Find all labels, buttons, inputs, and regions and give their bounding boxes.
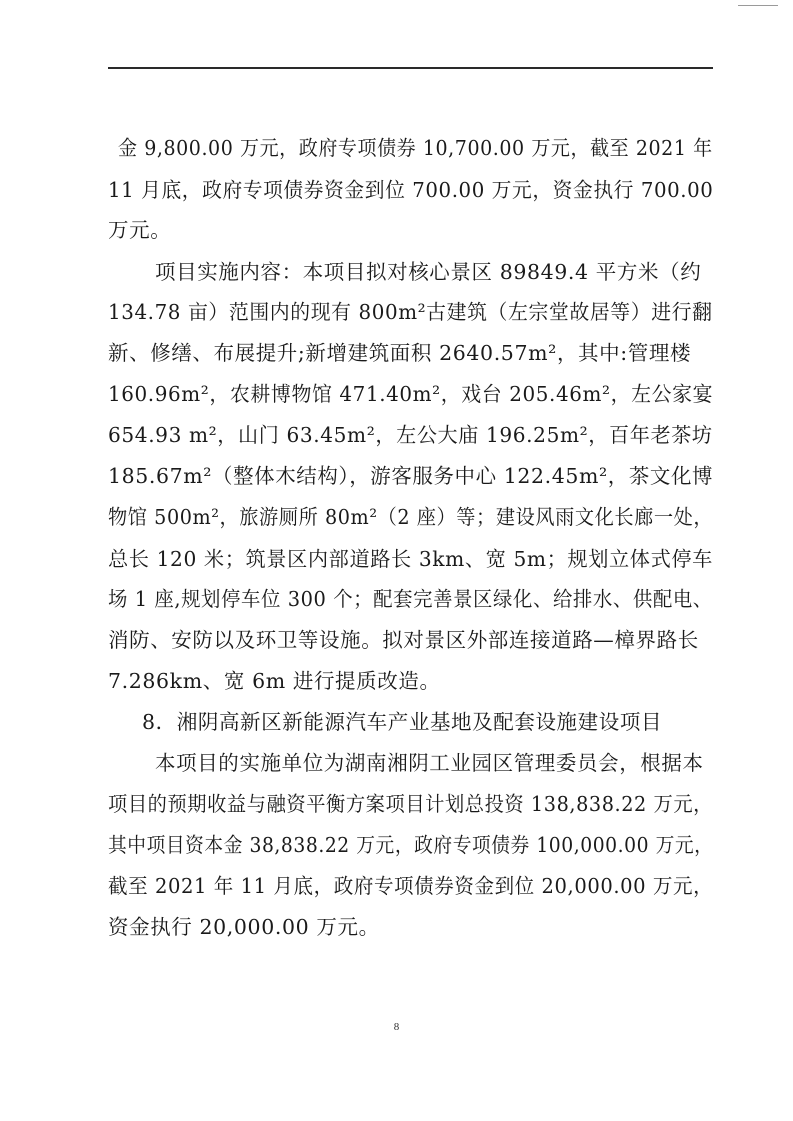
text-line: 场 1 座,规划停车位 300 个；配套完善景区绿化、给排水、供配电、 [108,587,713,611]
section-heading: 8．湘阴高新区新能源汽车产业基地及配套设施建设项目 [142,710,663,734]
text-line: 654.93 m²，山门 63.45m²，左公大庙 196.25m²，百年老茶坊 [108,423,713,447]
text-line: 134.78 亩）范围内的现有 800m²古建筑（左宗堂故居等）进行翻 [108,300,713,324]
text-line: 万元。 [108,218,172,242]
text-line: 7.286km、宽 6m 进行提质改造。 [108,669,441,693]
page-number: 8 [393,1021,400,1033]
text-line: 新、修缮、布展提升;新增建筑面积 2640.57m²，其中:管理楼 [108,341,692,365]
paragraph-start-line: 本项目的实施单位为湖南湘阴工业园区管理委员会，根据本 [155,751,704,775]
text-line: 物馆 500m²，旅游厕所 80m²（2 座）等；建设风雨文化长廊一处， [108,505,714,529]
text-line: 其中项目资本金 38,838.22 万元，政府专项债券 100,000.00 万元， [108,833,714,857]
text-line: 截至 2021 年 11 月底，政府专项债券资金到位 20,000.00 万元， [108,874,714,898]
text-line: 160.96m²，农耕博物馆 471.40m²，戏台 205.46m²，左公家宴 [108,382,714,406]
corner-mark [738,0,778,6]
text-line: 11 月底，政府专项债券资金到位 700.00 万元，资金执行 700.00 [108,178,714,202]
text-line: 资金执行 20,000.00 万元。 [108,915,380,939]
text-line: 金 9,800.00 万元，政府专项债券 10,700.00 万元，截至 2021 年 [118,136,713,160]
text-line: 消防、安防以及环卫等设施。拟对景区外部连接道路—樟界路长 [108,628,699,652]
text-line: 总长 120 米；筑景区内部道路长 3km、宽 5m；规划立体式停车 [108,547,713,571]
text-line: 185.67m²（整体木结构），游客服务中心 122.45m²，茶文化博 [108,464,714,488]
paragraph-heading-line: 项目实施内容：本项目拟对核心景区 89849.4 平方米（约 [155,260,702,284]
text-line: 项目的预期收益与融资平衡方案项目计划总投资 138,838.22 万元， [108,792,713,816]
header-rule [108,67,713,69]
